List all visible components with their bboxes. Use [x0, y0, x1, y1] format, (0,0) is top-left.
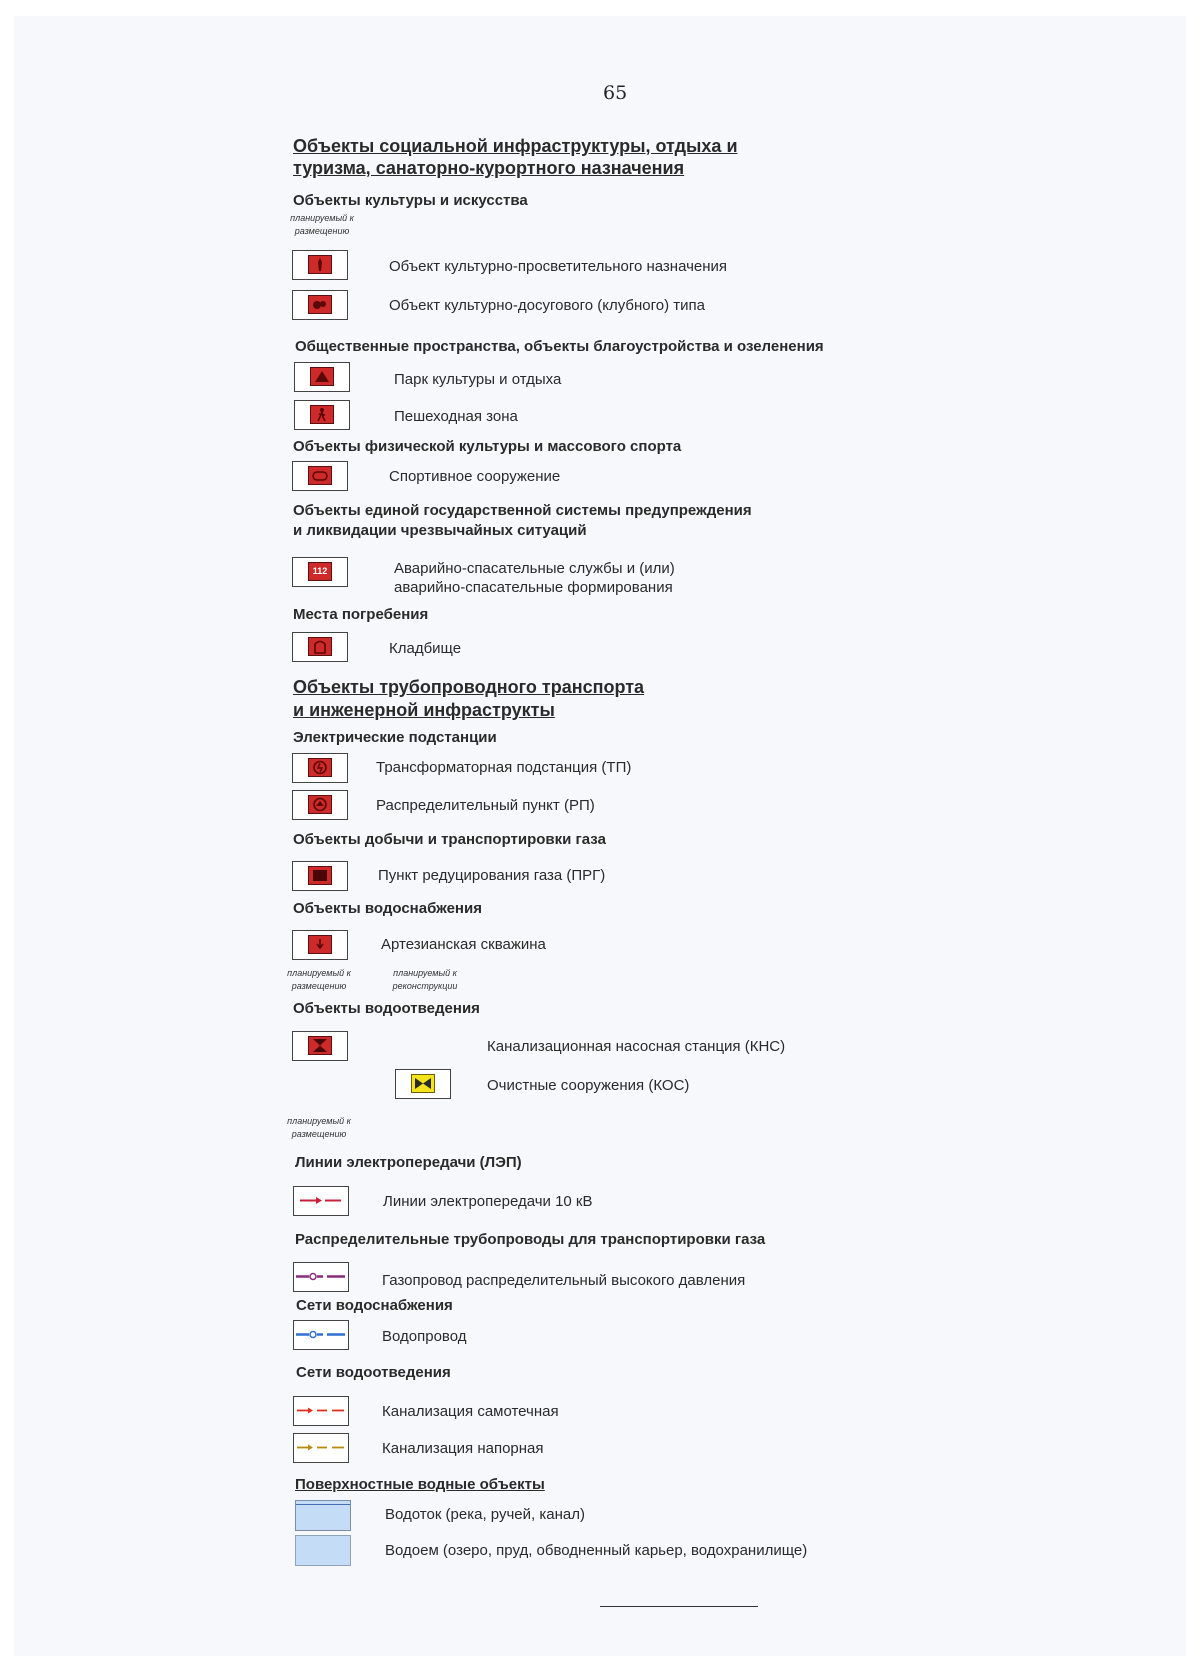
symbol-emergency-112 — [292, 557, 348, 587]
symbol-gravity-sewer — [293, 1396, 349, 1426]
legend-park: Парк культуры и отдыха — [394, 371, 562, 388]
legend-emergency-line1: Аварийно-спасательные службы и (или) — [394, 560, 675, 577]
heading-water-supply: Объекты водоснабжения — [293, 900, 482, 917]
symbol-treatment-facility — [395, 1069, 451, 1099]
symbol-cultural-education — [292, 250, 348, 280]
legend-power-line: Линии электропередачи 10 кВ — [383, 1193, 593, 1210]
symbol-sport — [292, 461, 348, 491]
symbol-pedestrian-zone — [294, 400, 350, 430]
symbol-transformer — [292, 753, 348, 783]
symbol-water-body — [295, 1535, 351, 1566]
symbol-cemetery — [292, 632, 348, 662]
section-title-water-bodies: Поверхностные водные объекты — [295, 1476, 545, 1493]
heading-emergency-line2: и ликвидации чрезвычайных ситуаций — [293, 522, 587, 539]
legend-water-pipe: Водопровод — [382, 1328, 467, 1345]
symbol-distribution-point — [292, 790, 348, 820]
symbol-water-pipe — [293, 1320, 349, 1350]
heading-public-spaces: Общественные пространства, объекты благоустройства и озеленения — [295, 338, 824, 355]
legend-gravity-sewer: Канализация самотечная — [382, 1403, 559, 1420]
legend-gas-pipe: Газопровод распределительный высокого давления — [382, 1272, 746, 1289]
legend-transformer: Трансформаторная подстанция (ТП) — [376, 759, 632, 776]
symbol-artesian-well — [292, 930, 348, 960]
symbol-club — [292, 290, 348, 320]
symbol-gas-reduction — [292, 861, 348, 891]
symbol-park — [294, 362, 350, 392]
heading-emergency-line1: Объекты единой государственной системы предупреждения — [293, 502, 752, 519]
heading-sewer-nets: Сети водоотведения — [296, 1364, 451, 1381]
symbol-power-line — [293, 1186, 349, 1216]
heading-gas-pipes: Распределительные трубопроводы для транспортировки газа — [295, 1231, 766, 1248]
heading-burial: Места погребения — [293, 606, 429, 623]
symbol-pressure-sewer — [293, 1433, 349, 1463]
bottom-rule — [600, 1606, 758, 1607]
heading-culture: Объекты культуры и искусства — [293, 192, 528, 209]
section-title-social-line1: Объекты социальной инфраструктуры, отдыха и — [293, 136, 738, 156]
note-planned-reconstruction: планируемый к реконструкции — [392, 968, 458, 991]
heading-power-lines: Линии электропередачи (ЛЭП) — [295, 1154, 522, 1171]
legend-cultural-education: Объект культурно-просветительного назначения — [389, 258, 728, 275]
legend-distribution-point: Распределительный пункт (РП) — [376, 797, 595, 814]
heading-water-nets: Сети водоснабжения — [296, 1297, 453, 1314]
icon-112: 112 — [308, 562, 332, 581]
section-title-engineering-line1: Объекты трубопроводного транспорта — [293, 677, 645, 697]
legend-watercourse: Водоток (река, ручей, канал) — [385, 1506, 585, 1523]
legend-pressure-sewer: Канализация напорная — [382, 1440, 544, 1457]
symbol-gas-pipe — [293, 1262, 349, 1292]
heading-gas: Объекты добычи и транспортировки газа — [293, 831, 606, 848]
legend-treatment-facility: Очистные сооружения (КОС) — [487, 1077, 690, 1094]
legend-pumping-station: Канализационная насосная станция (КНС) — [487, 1038, 786, 1055]
legend-artesian-well: Артезианская скважина — [381, 936, 546, 953]
legend-club: Объект культурно-досугового (клубного) типа — [389, 297, 705, 314]
legend-cemetery: Кладбище — [389, 640, 462, 657]
heading-wastewater: Объекты водоотведения — [293, 1000, 480, 1017]
section-title-engineering-line2: и инженерной инфраструкты — [293, 700, 555, 720]
heading-substations: Электрические подстанции — [293, 729, 497, 746]
legend-water-body: Водоем (озеро, пруд, обводненный карьер, водохранилище) — [385, 1542, 808, 1559]
symbol-pumping-station — [292, 1031, 348, 1061]
note-planned-placement: планируемый к размещению — [290, 213, 354, 236]
legend-gas-reduction: Пункт редуцирования газа (ПРГ) — [378, 867, 606, 884]
legend-emergency-line2: аварийно-спасательные формирования — [394, 579, 673, 596]
legend-sport: Спортивное сооружение — [389, 468, 561, 485]
heading-sport: Объекты физической культуры и массового спорта — [293, 438, 682, 455]
legend-pedestrian-zone: Пешеходная зона — [394, 408, 518, 425]
symbol-watercourse — [295, 1500, 351, 1531]
section-title-social-line2: туризма, санаторно-курортного назначения — [293, 158, 685, 178]
page-number: 65 — [603, 82, 628, 104]
note-planned-placement-3: планируемый к размещению — [287, 1116, 351, 1139]
note-planned-placement-2: планируемый к размещению — [287, 968, 351, 991]
